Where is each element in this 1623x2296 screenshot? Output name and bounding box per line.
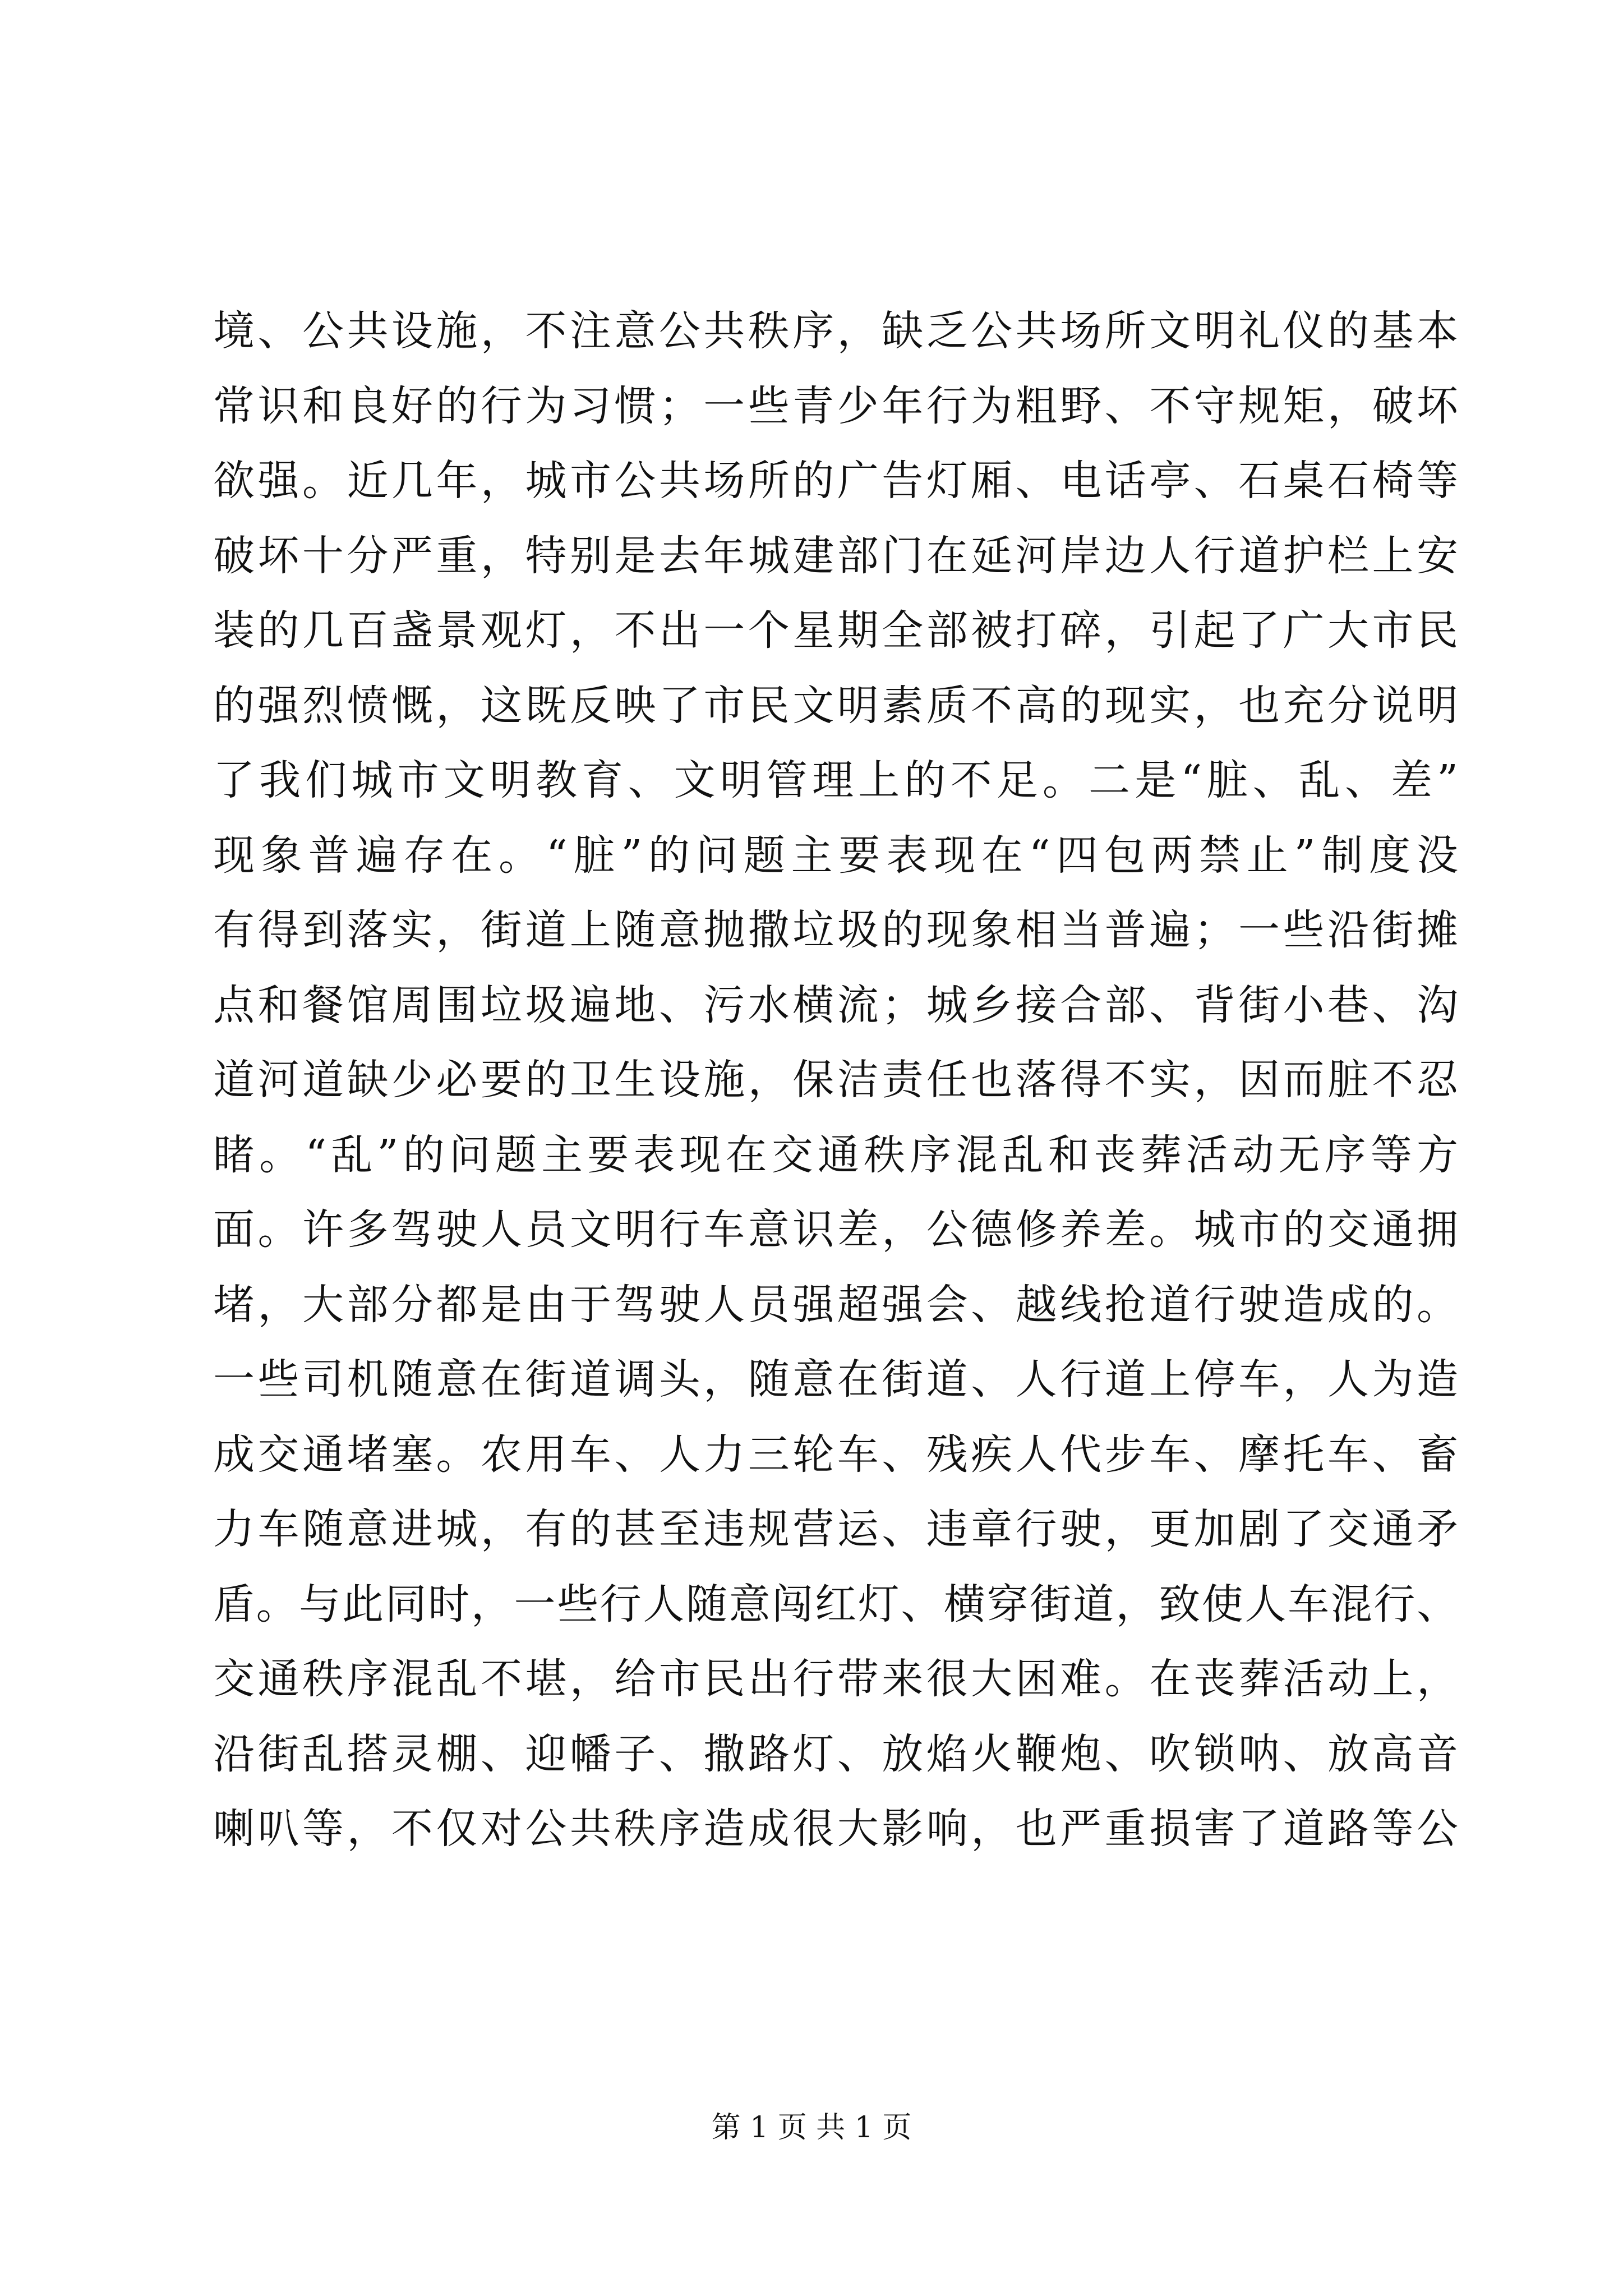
text-line: 力车随意进城，有的甚至违规营运、违章行驶，更加剧了交通矛 bbox=[213, 1505, 1458, 1553]
text-line: 点和餐馆周围垃圾遍地、污水横流；城乡接合部、背街小巷、沟 bbox=[213, 981, 1458, 1029]
text-line: 盾。与此同时，一些行人随意闯红灯、横穿街道，致使人车混行、 bbox=[213, 1580, 1458, 1628]
text-line: 喇叭等，不仅对公共秩序造成很大影响，也严重损害了道路等公 bbox=[213, 1805, 1458, 1853]
text-line: 欲强。近几年，城市公共场所的广告灯厢、电话亭、石桌石椅等 bbox=[213, 457, 1458, 505]
text-line: 睹。“乱”的问题主要表现在交通秩序混乱和丧葬活动无序等方 bbox=[213, 1130, 1458, 1179]
text-line: 道河道缺少必要的卫生设施，保洁责任也落得不实，因而脏不忍 bbox=[213, 1056, 1458, 1104]
body-text bbox=[213, 294, 1458, 1867]
text-line: 沿街乱搭灵棚、迎幡子、撒路灯、放焰火鞭炮、吹锁呐、放高音 bbox=[213, 1729, 1458, 1778]
text-line: 常识和良好的行为习惯；一些青少年行为粗野、不守规矩，破坏 bbox=[213, 381, 1458, 430]
text-line: 境、公共设施，不注意公共秩序，缺乏公共场所文明礼仪的基本 bbox=[213, 307, 1458, 355]
text-line: 有得到落实，街道上随意抛撒垃圾的现象相当普遍；一些沿街摊 bbox=[213, 906, 1458, 954]
text-line: 现象普遍存在。“脏”的问题主要表现在“四包两禁止”制度没 bbox=[213, 831, 1458, 880]
text-line: 的强烈愤慨，这既反映了市民文明素质不高的现实，也充分说明 bbox=[213, 681, 1458, 730]
text-line: 成交通堵塞。农用车、人力三轮车、残疾人代步车、摩托车、畜 bbox=[213, 1430, 1458, 1479]
page-number-footer: 第 1 页 共 1 页 bbox=[711, 2111, 912, 2145]
text-line: 面。许多驾驶人员文明行车意识差，公德修养差。城市的交通拥 bbox=[213, 1205, 1458, 1254]
text-line: 堵，大部分都是由于驾驶人员强超强会、越线抢道行驶造成的。 bbox=[213, 1280, 1458, 1329]
text-line: 了我们城市文明教育、文明管理上的不足。二是“脏、乱、差” bbox=[213, 756, 1458, 804]
text-line: 一些司机随意在街道调头，随意在街道、人行道上停车，人为造 bbox=[213, 1355, 1458, 1404]
text-line: 装的几百盏景观灯，不出一个星期全部被打碎，引起了广大市民 bbox=[213, 606, 1458, 655]
text-line: 交通秩序混乱不堪，给市民出行带来很大困难。在丧葬活动上， bbox=[213, 1655, 1458, 1703]
text-line: 破坏十分严重，特别是去年城建部门在延河岸边人行道护栏上安 bbox=[213, 531, 1458, 580]
